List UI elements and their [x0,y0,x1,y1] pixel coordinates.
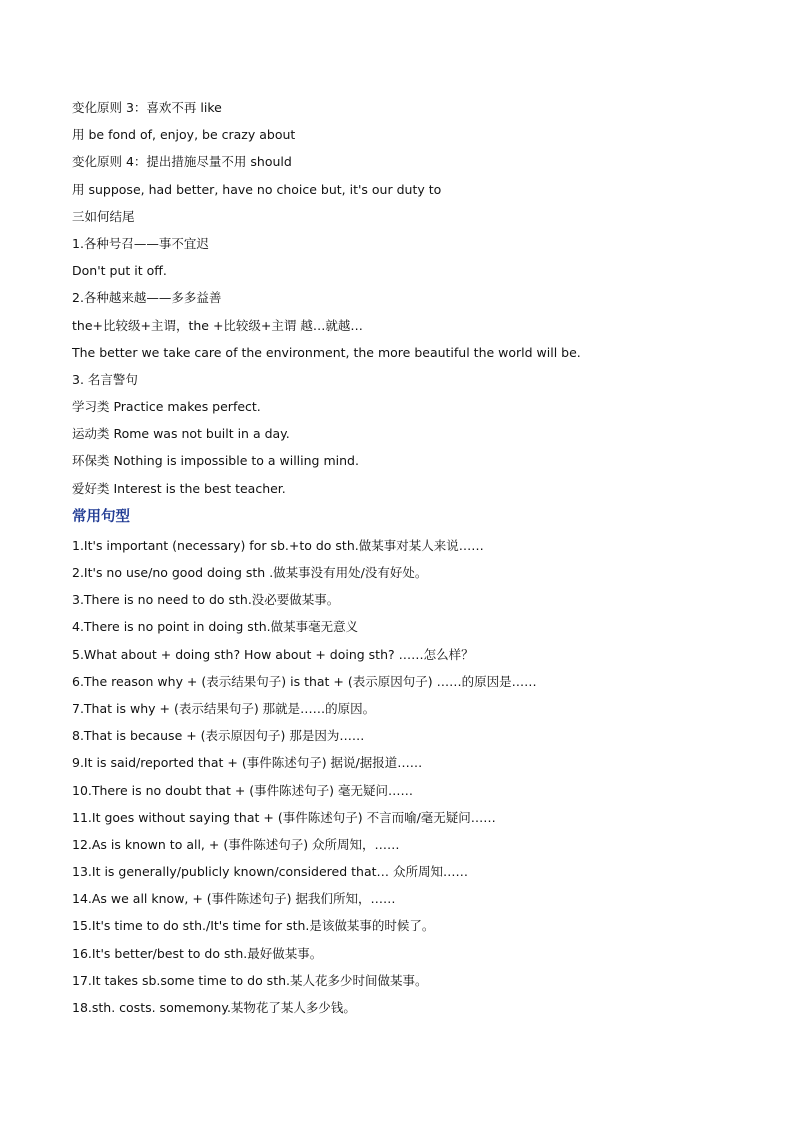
list-item: 2.It's no use/no good doing sth .做某事没有用处/没有好处。 [72,565,428,580]
section-heading: 常用句型 [72,508,130,525]
list-item: 16.It's better/best to do sth.最好做某事。 [72,945,323,961]
text-line: 运动类 Rome was not built in a day. [72,426,290,442]
text-line: 变化原则 3：喜欢不再 like [72,100,222,115]
text-line: 学习类 Practice makes perfect. [72,399,261,415]
list-item: 10.There is no doubt that + (事件陈述句子) 毫无疑问…… [72,782,414,798]
list-item: 7.That is why + (表示结果句子) 那就是……的原因。 [72,700,376,716]
text-line: 3. 名言警句 [72,371,138,387]
section-subtitle: 三如何结尾 [72,208,135,224]
list-item: 6.The reason why + (表示结果句子) is that + (表示原因句子) ……的原因是…… [72,673,537,689]
list-item: 12.As is known to all, + (事件陈述句子) 众所周知，…… [72,836,400,852]
list-item: 3.There is no need to do sth.没必要做某事。 [72,592,340,608]
list-item: 8.That is because + (表示原因句子) 那是因为…… [72,728,365,744]
list-item: 4.There is no point in doing sth.做某事毫无意义 [72,619,359,635]
sentence-patterns-list [72,532,752,1021]
text-line: 爱好类 Interest is the best teacher. [72,480,286,496]
list-item: 11.It goes without saying that + (事件陈述句子) 不言而喻/毫无疑问…… [72,809,496,825]
text-line: 用 suppose, had better, have no choice but, it's our duty to [72,181,442,197]
text-line: 1.各种号召——事不宜迟 [72,235,209,251]
text-line: 环保类 Nothing is impossible to a willing mind. [72,453,359,469]
text-line: 用 be fond of, enjoy, be crazy about [72,127,296,143]
text-line: Don't put it off. [72,263,167,279]
list-item: 1.It's important (necessary) for sb.+to do sth.做某事对某人来说…… [72,537,484,553]
list-item: 13.It is generally/publicly known/considered that… 众所周知…… [72,864,468,880]
list-item: 15.It's time to do sth./It's time for sth.是该做某事的时候了。 [72,918,435,934]
list-item: 18.sth. costs. somemony.某物花了某人多少钱。 [72,1000,356,1015]
text-line: 2.各种越来越——多多益善 [72,290,222,306]
document-page [72,94,752,1021]
list-item: 5.What about + doing sth? How about + doing sth? ……怎么样？ [72,646,474,662]
text-line: The better we take care of the environment, the more beautiful the world will be. [72,344,581,360]
list-item: 14.As we all know, + (事件陈述句子) 据我们所知，…… [72,891,396,907]
text-line: the+比较级+主谓，the +比较级+主谓 越…就越… [72,317,363,333]
list-item: 9.It is said/reported that + (事件陈述句子) 据说/据报道…… [72,755,423,771]
ending-tips-section [72,94,752,502]
text-line: 变化原则 4：提出措施尽量不用 should [72,154,292,170]
list-item: 17.It takes sb.some time to do sth.某人花多少时间做某事。 [72,972,428,988]
